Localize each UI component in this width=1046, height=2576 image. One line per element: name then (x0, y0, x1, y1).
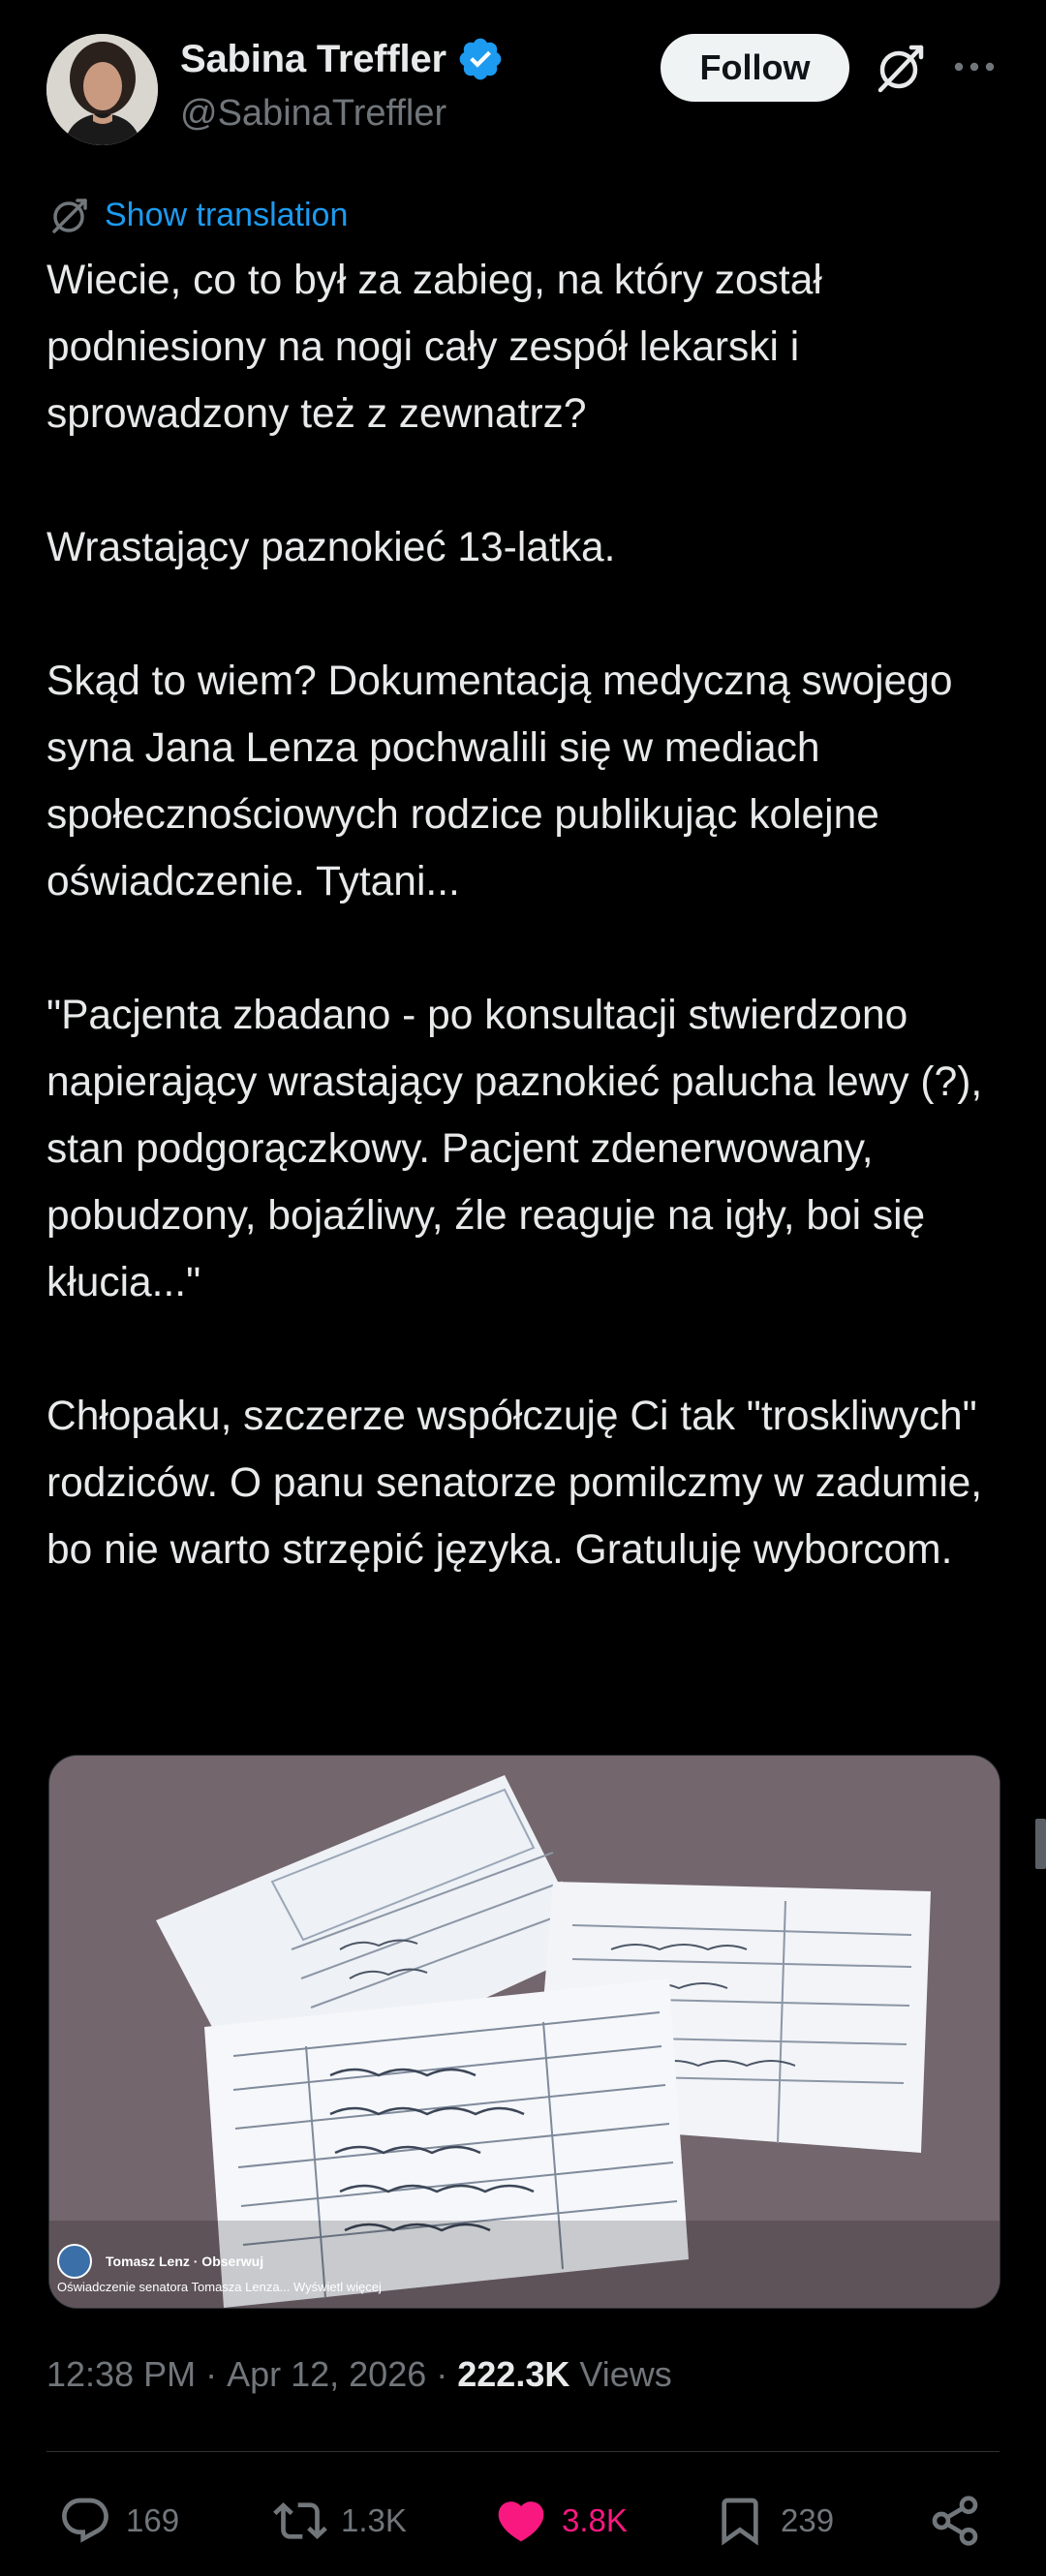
show-translation-label: Show translation (105, 196, 349, 233)
display-name[interactable]: Sabina Treffler (180, 37, 446, 80)
tweet-text (46, 247, 1005, 1583)
medical-documents-photo (49, 1756, 1000, 2308)
divider (46, 2451, 1000, 2452)
tweet-media-image[interactable] (48, 1755, 1000, 2309)
repost-icon (273, 2494, 327, 2548)
tweet-paragraph: Wrastający paznokieć 13-latka. (46, 525, 616, 570)
meta-separator: · (426, 2354, 458, 2394)
bookmark-count: 239 (781, 2502, 835, 2538)
media-overlay-caption: Oświadczenie senatora Tomasza Lenza... Wyświetl więcej (57, 2280, 382, 2294)
translate-icon (48, 194, 91, 236)
meta-separator: · (196, 2354, 228, 2394)
verified-badge-icon (456, 35, 505, 83)
tweet-date[interactable]: Apr 12, 2026 (227, 2354, 427, 2394)
grok-icon[interactable] (875, 42, 927, 94)
views-label: Views (569, 2354, 672, 2394)
author-name-row (180, 35, 505, 83)
follow-button[interactable]: Follow (661, 34, 849, 102)
reply-count: 169 (126, 2502, 180, 2538)
tweet-paragraph: Skąd to wiem? Dokumentacją medyczną swojego syna Jana Lenza pochwalili się w mediach społecznościowych rodzice publikując kolejne oświadczenie. Tytani... (46, 659, 953, 905)
author-handle[interactable]: @SabinaTreffler (180, 93, 447, 134)
like-button[interactable] (494, 2485, 628, 2557)
tweet-time[interactable]: 12:38 PM (46, 2354, 197, 2394)
heart-filled-icon (494, 2494, 548, 2548)
share-icon (928, 2494, 982, 2548)
views-count: 222.3K (457, 2354, 570, 2394)
repost-button[interactable] (273, 2485, 407, 2557)
repost-count: 1.3K (341, 2502, 407, 2538)
bookmark-icon (713, 2494, 767, 2548)
more-options-icon[interactable] (953, 56, 996, 77)
bookmark-button[interactable] (713, 2485, 834, 2557)
avatar[interactable] (46, 34, 158, 145)
tweet-meta (46, 2354, 672, 2395)
media-author-avatar (57, 2244, 92, 2279)
reply-icon (58, 2494, 112, 2548)
tweet-paragraph: Chłopaku, szczerze współczuję Ci tak "troskliwych" rodziców. O panu senatorze pomilczmy w zadumie, bo nie warto strzępić języka. Gratuluję wyborcom. (46, 1394, 983, 1573)
share-button[interactable] (928, 2485, 982, 2557)
show-translation-link[interactable] (48, 194, 348, 236)
like-count: 3.8K (562, 2502, 628, 2538)
reply-button[interactable] (58, 2485, 179, 2557)
scrollbar-thumb[interactable] (1035, 1819, 1046, 1869)
tweet-paragraph: Wiecie, co to był za zabieg, na który został podniesiony na nogi cały zespół lekarski i sprowadzony też z zewnatrz? (46, 258, 822, 437)
media-overlay-name: Tomasz Lenz · Obserwuj (106, 2254, 264, 2269)
tweet-paragraph: "Pacjenta zbadano - po konsultacji stwierdzono napierający wrastający paznokieć palucha lewy (?), stan podgorączkowy. Pacjent zdenerwowany, pobudzony, bojaźliwy, źle reaguje na igły, boi się kłucia..." (46, 993, 983, 1305)
